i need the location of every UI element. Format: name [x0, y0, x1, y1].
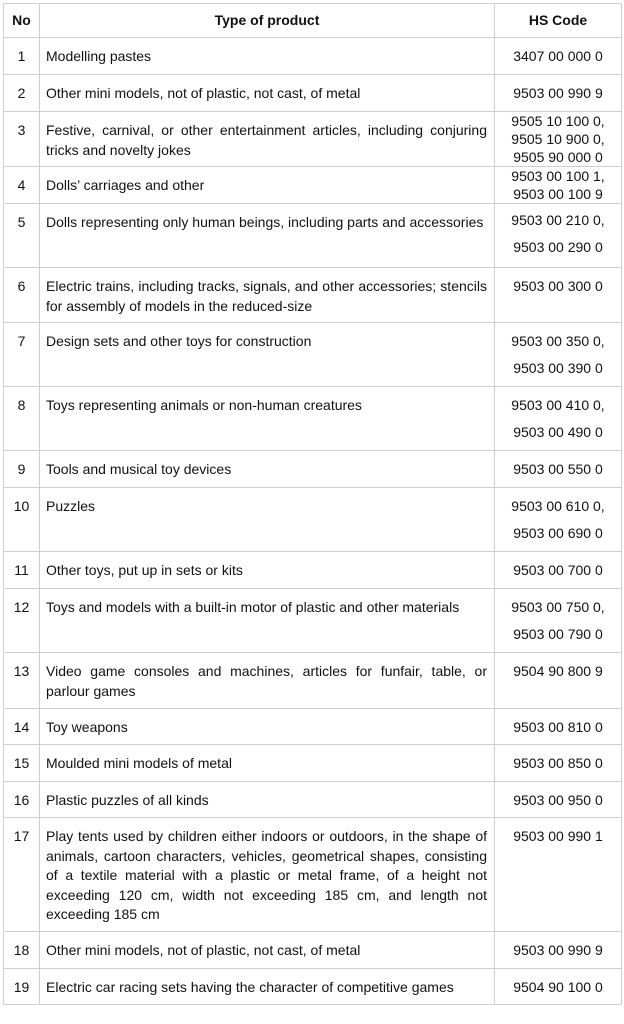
row-number: 8: [4, 387, 40, 451]
table-row: [4, 818, 622, 932]
table-row: [4, 268, 622, 323]
hs-code-cell: [495, 589, 622, 653]
hs-code-cell: [495, 818, 622, 932]
hs-code-cell: [495, 488, 622, 552]
product-type: Dolls’ carriages and other: [40, 167, 495, 204]
table-row: [4, 112, 622, 167]
row-number: 11: [4, 552, 40, 589]
product-type: Other mini models, not of plastic, not cast, of metal: [40, 932, 495, 969]
table-row: [4, 387, 622, 451]
product-type: Electric car racing sets having the character of competitive games: [40, 969, 495, 1005]
row-number: 16: [4, 782, 40, 818]
row-number: 17: [4, 818, 40, 932]
row-number: 9: [4, 451, 40, 488]
table-row: [4, 709, 622, 745]
table-row: [4, 782, 622, 818]
product-type: Play tents used by children either indoors or outdoors, in the shape of animals, cartoon characters, vehicles, geometrical shapes, consisting of a textile material with a plastic or metal frame, of a height not exceeding 120 cm, width not exceeding 185 cm, and length not exceeding 185 cm: [40, 818, 495, 932]
product-type: Toys representing animals or non-human creatures: [40, 387, 495, 451]
hs-code-cell: [495, 969, 622, 1005]
row-number: 15: [4, 745, 40, 782]
row-number: 13: [4, 653, 40, 709]
product-type: Toy weapons: [40, 709, 495, 745]
table-row: [4, 167, 622, 204]
table-row: [4, 38, 622, 75]
product-type: Design sets and other toys for construction: [40, 323, 495, 387]
hs-code-cell: [495, 387, 622, 451]
hs-code-cell: [495, 552, 622, 589]
table-row: [4, 589, 622, 653]
product-type: Festive, carnival, or other entertainment articles, including conjuring tricks and novelty jokes: [40, 112, 495, 167]
row-number: 12: [4, 589, 40, 653]
hs-code-cell: [495, 745, 622, 782]
table-row: [4, 932, 622, 969]
hs-code-cell: [495, 323, 622, 387]
header-type: Type of product: [40, 4, 495, 38]
hs-code: 9503 00 100 1,: [511, 168, 605, 184]
hs-code: 9504 90 100 0: [513, 979, 603, 995]
product-type: Electric trains, including tracks, signals, and other accessories; stencils for assembly of models in the reduced-size: [40, 268, 495, 323]
product-type: Moulded mini models of metal: [40, 745, 495, 782]
hs-code: 9503 00 610 0,: [511, 498, 605, 514]
row-number: 3: [4, 112, 40, 167]
hs-code: 9503 00 990 9: [513, 942, 603, 958]
hs-code-cell: [495, 204, 622, 268]
product-type: Puzzles: [40, 488, 495, 552]
row-number: 2: [4, 75, 40, 112]
hs-code: 9503 00 210 0,: [511, 212, 605, 228]
row-number: 14: [4, 709, 40, 745]
hs-code: 9503 00 100 9: [513, 186, 603, 202]
table-row: [4, 552, 622, 589]
hs-code-cell: [495, 709, 622, 745]
product-type: Modelling pastes: [40, 38, 495, 75]
hs-code: 3407 00 000 0: [513, 48, 603, 64]
hs-code-cell: [495, 451, 622, 488]
hs-code-cell: [495, 38, 622, 75]
hs-code: 9503 00 290 0: [513, 238, 603, 255]
hs-code-cell: [495, 167, 622, 204]
header-row: [4, 4, 622, 38]
table-row: [4, 451, 622, 488]
table-row: [4, 204, 622, 268]
hs-code: 9503 00 850 0: [513, 755, 603, 771]
row-number: 6: [4, 268, 40, 323]
hs-code-cell: [495, 782, 622, 818]
row-number: 1: [4, 38, 40, 75]
table-row: [4, 969, 622, 1005]
header-hs-code: HS Code: [495, 4, 622, 38]
hs-code: 9503 00 390 0: [513, 359, 603, 376]
hs-code: 9503 00 790 0: [513, 625, 603, 642]
hs-code: 9503 00 700 0: [513, 562, 603, 578]
table-row: [4, 745, 622, 782]
header-no: No: [4, 4, 40, 38]
hs-code: 9503 00 300 0: [513, 278, 603, 294]
product-type: Dolls representing only human beings, including parts and accessories: [40, 204, 495, 268]
hs-code: 9503 00 810 0: [513, 719, 603, 735]
hs-code: 9503 00 750 0,: [511, 599, 605, 615]
hs-code-cell: [495, 268, 622, 323]
row-number: 19: [4, 969, 40, 1005]
row-number: 4: [4, 167, 40, 204]
hs-code: 9503 00 690 0: [513, 524, 603, 541]
hs-code: 9505 10 100 0,: [511, 113, 605, 129]
product-type: Plastic puzzles of all kinds: [40, 782, 495, 818]
hs-code-table: [3, 3, 622, 1005]
hs-code: 9503 00 550 0: [513, 461, 603, 477]
table-row: [4, 653, 622, 709]
hs-code-cell: [495, 112, 622, 167]
hs-code: 9503 00 950 0: [513, 792, 603, 808]
table-row: [4, 75, 622, 112]
table-row: [4, 488, 622, 552]
hs-code: 9505 90 000 0: [513, 149, 603, 165]
product-type: Other mini models, not of plastic, not cast, of metal: [40, 75, 495, 112]
hs-code-cell: [495, 932, 622, 969]
product-type: Tools and musical toy devices: [40, 451, 495, 488]
hs-code-cell: [495, 75, 622, 112]
hs-code: 9503 00 490 0: [513, 423, 603, 440]
row-number: 5: [4, 204, 40, 268]
hs-code: 9505 10 900 0,: [511, 131, 605, 147]
row-number: 7: [4, 323, 40, 387]
hs-code: 9504 90 800 9: [513, 663, 603, 679]
table-body: [4, 38, 622, 1005]
table-row: [4, 323, 622, 387]
row-number: 18: [4, 932, 40, 969]
hs-code: 9503 00 350 0,: [511, 333, 605, 349]
hs-code: 9503 00 410 0,: [511, 397, 605, 413]
product-type: Video game consoles and machines, articles for funfair, table, or parlour games: [40, 653, 495, 709]
row-number: 10: [4, 488, 40, 552]
product-type: Other toys, put up in sets or kits: [40, 552, 495, 589]
hs-code-cell: [495, 653, 622, 709]
hs-code: 9503 00 990 9: [513, 85, 603, 101]
product-type: Toys and models with a built-in motor of plastic and other materials: [40, 589, 495, 653]
hs-code: 9503 00 990 1: [513, 828, 603, 844]
